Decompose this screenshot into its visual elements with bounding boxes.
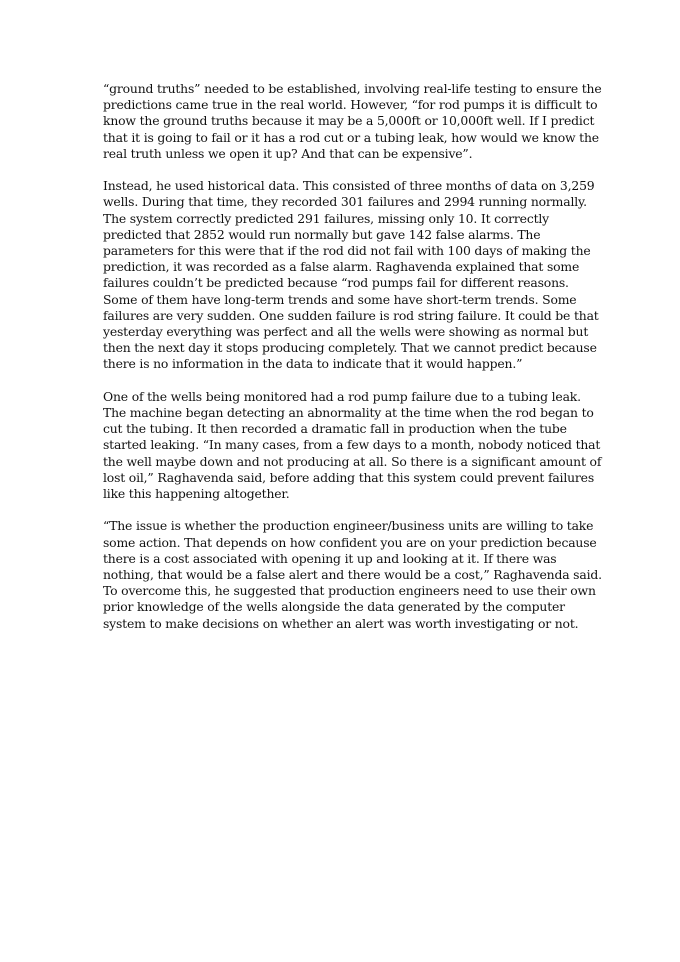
- text-line: prior knowledge of the wells alongside the data generated by the computer: [103, 599, 565, 615]
- text-line: there is no information in the data to indicate that it would happen.”: [103, 356, 523, 372]
- text-line: know the ground truths because it may be a 5,000ft or 10,000ft well. If I predict: [103, 113, 595, 129]
- text-line: prediction, it was recorded as a false alarm. Raghavenda explained that some: [103, 259, 580, 275]
- text-line: The machine began detecting an abnormality at the time when the rod began to: [103, 405, 594, 421]
- text-line: the well maybe down and not producing at all. So there is a significant amount of: [103, 453, 602, 469]
- text-line: that it is going to fail or it has a rod cut or a tubing leak, how would we know the: [103, 129, 599, 145]
- text-line: “ground truths” needed to be established, involving real-life testing to ensure the: [103, 81, 602, 96]
- paragraph-spacer: [103, 373, 585, 389]
- text-line: lost oil,” Raghavenda said, before adding that this system could prevent failures: [103, 469, 594, 485]
- text-line: “The issue is whether the production engineer/business units are willing to take: [103, 518, 594, 534]
- text-line: predictions came true in the real world. However, “for rod pumps it is difficult to: [103, 97, 598, 113]
- text-line: failures couldn’t be predicted because “rod pumps fail for different reasons.: [103, 275, 569, 291]
- text-line: One of the wells being monitored had a rod pump failure due to a tubing leak.: [103, 388, 581, 404]
- body-text: [103, 81, 602, 632]
- paragraph-spacer: [103, 162, 585, 178]
- text-line: failures are very sudden. One sudden failure is rod string failure. It could be that: [103, 307, 599, 323]
- paragraph-spacer: [103, 502, 585, 518]
- text-line: To overcome this, he suggested that production engineers need to use their own: [103, 583, 596, 599]
- paragraph-business-units: [103, 518, 602, 631]
- text-line: predicted that 2852 would run normally but gave 142 false alarms. The: [103, 226, 541, 242]
- text-line: some action. That depends on how confident you are on your prediction because: [103, 534, 597, 550]
- text-line: The system correctly predicted 291 failures, missing only 10. It correctly: [103, 210, 549, 226]
- text-line: Some of them have long-term trends and some have short-term trends. Some: [103, 291, 577, 307]
- text-line: yesterday everything was perfect and all the wells were showing as normal but: [103, 324, 589, 340]
- text-line: parameters for this were that if the rod did not fail with 100 days of making the: [103, 243, 591, 259]
- text-line: nothing, that would be a false alert and there would be a cost,” Raghavenda said.: [103, 567, 602, 583]
- text-line: real truth unless we open it up? And that can be expensive”.: [103, 145, 473, 161]
- text-line: started leaking. “In many cases, from a few days to a month, nobody noticed that: [103, 437, 601, 453]
- text-line: like this happening altogether.: [103, 486, 290, 502]
- text-line: system to make decisions on whether an alert was worth investigating or not.: [103, 615, 579, 631]
- text-line: wells. During that time, they recorded 301 failures and 2994 running normally.: [103, 194, 587, 210]
- paragraph-ground-truths: [103, 81, 602, 162]
- text-line: Instead, he used historical data. This consisted of three months of data on 3,259: [103, 178, 595, 194]
- text-line: cut the tubing. It then recorded a dramatic fall in production when the tube: [103, 421, 567, 437]
- text-line: then the next day it stops producing completely. That we cannot predict because: [103, 340, 597, 356]
- paragraph-tubing-leak: [103, 388, 602, 502]
- paragraph-historical-data: [103, 178, 599, 372]
- text-line: there is a cost associated with opening it up and looking at it. If there was: [103, 550, 557, 566]
